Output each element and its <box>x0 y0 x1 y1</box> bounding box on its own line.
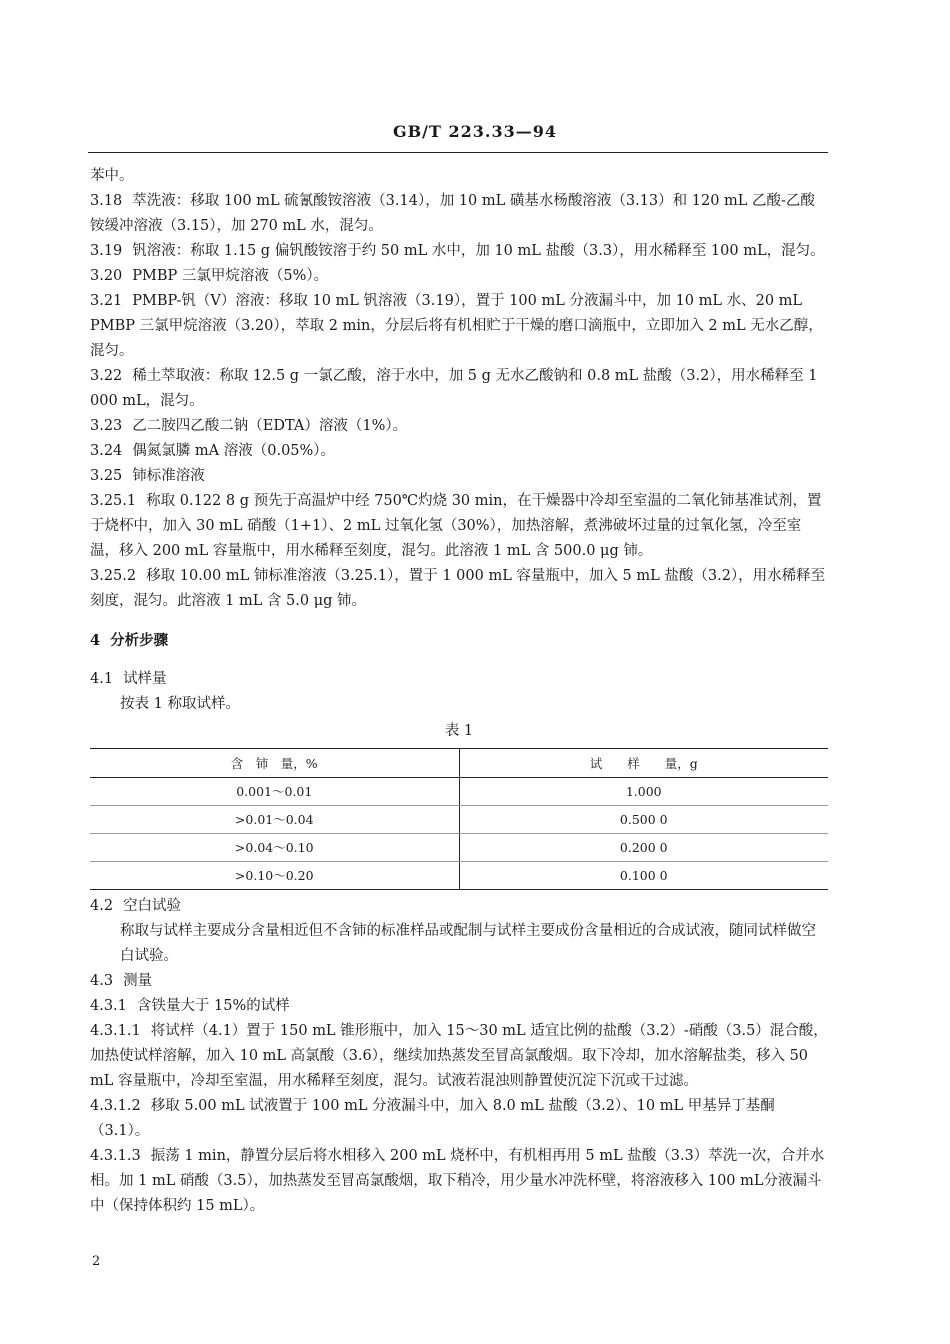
clause-paragraph <box>90 239 828 264</box>
subsection-4-3-heading <box>90 969 828 994</box>
clause-number: 3.18 <box>90 193 123 209</box>
sample-mass-cell: 0.500 0 <box>459 806 828 834</box>
procedure-list <box>90 994 828 1219</box>
clause-text: 萃洗液：移取 100 mL 硫氰酸铵溶液（3.14），加 10 mL 磺基水杨酸溶液（3.13）和 120 mL 乙酸-乙酸铵缓冲溶液（3.15），加 270 mL 水，混匀。 <box>90 193 815 234</box>
clause-number: 4.3.1.1 <box>90 1023 141 1039</box>
clause-paragraph <box>90 264 828 289</box>
subsection-number: 4.3 <box>90 973 114 989</box>
subsection-4-2-heading <box>90 894 828 919</box>
clause-paragraph <box>90 464 828 489</box>
clause-paragraph <box>90 1094 828 1144</box>
sample-mass-cell: 0.100 0 <box>459 862 828 890</box>
clause-text: 称取 0.122 8 g 预先于高温炉中经 750℃灼烧 30 min，在干燥器中冷却至室温的二氧化铈基准试剂，置于烧杯中，加入 30 mL 硝酸（1+1）、2 mL 过氧化氢（30%），加热溶解，煮沸破坏过量的过氧化氢，冷至室温，移入 200 mL 容量瓶中，用水稀释至刻度，混匀。此溶液 1 mL 含 500.0 μg 铈。 <box>90 493 822 559</box>
clause-text: 含铁量大于 15%的试样 <box>136 998 290 1014</box>
clause-paragraph <box>90 564 828 614</box>
table-row <box>90 834 828 862</box>
clause-paragraph <box>90 1144 828 1219</box>
clause-text: 移取 5.00 mL 试液置于 100 mL 分液漏斗中，加入 8.0 mL 盐酸（3.2）、10 mL 甲基异丁基酮（3.1）。 <box>90 1098 775 1139</box>
clause-paragraph <box>90 164 828 189</box>
clause-text: PMBP 三氯甲烷溶液（5%）。 <box>132 268 329 284</box>
section-4-heading <box>90 628 828 653</box>
sample-mass-cell: 1.000 <box>459 778 828 806</box>
subsection-title: 试样量 <box>123 671 167 687</box>
clause-text: 将试样（4.1）置于 150 mL 锥形瓶中，加入 15～30 mL 适宜比例的盐酸（3.2）-硝酸（3.5）混合酸，加热使试样溶解，加入 10 mL 高氯酸（3.6），继续加热蒸发至冒高氯酸烟。取下冷却，加水溶解盐类，移入 50 mL 容量瓶中，冷却至室温，用水稀释至刻度，混匀。试液若混浊则静置使沉淀下沉或干过滤。 <box>90 1023 828 1089</box>
clause-text: 振荡 1 min，静置分层后将水相移入 200 mL 烧杯中，有机相再用 5 mL 盐酸（3.3）萃洗一次，合并水相。加 1 mL 硝酸（3.5），加热蒸发至冒高氯酸烟，取下稍冷，用少量水冲洗杯壁，将溶液移入 100 mL分液漏斗中（保持体积约 15 mL）。 <box>90 1148 825 1214</box>
section-number: 4 <box>90 632 101 649</box>
clause-number: 3.23 <box>90 418 123 434</box>
header-rule <box>88 152 828 153</box>
document-body <box>90 164 828 1219</box>
clause-number: 3.25.1 <box>90 493 137 509</box>
clause-paragraph <box>90 289 828 364</box>
table-row <box>90 778 828 806</box>
standard-code-header: GB/T 223.33—94 <box>392 122 557 141</box>
clause-number: 3.19 <box>90 243 123 259</box>
cerium-content-cell: >0.04～0.10 <box>90 834 459 862</box>
subsection-number: 4.1 <box>90 671 114 687</box>
clause-text: 铈标准溶液 <box>132 468 205 484</box>
subsection-title: 测量 <box>123 973 153 989</box>
reagent-list <box>90 164 828 614</box>
subsection-number: 4.2 <box>90 898 114 914</box>
clause-number: 3.20 <box>90 268 123 284</box>
section-title: 分析步骤 <box>110 632 169 649</box>
clause-number: 3.25.2 <box>90 568 137 584</box>
subsection-4-2-text: 称取与试样主要成分含量相近但不含铈的标准样品或配制与试样主要成份含量相近的合成试液，随同试样做空白试验。 <box>120 923 816 964</box>
clause-text: 移取 10.00 mL 铈标准溶液（3.25.1），置于 1 000 mL 容量瓶中，加入 5 mL 盐酸（3.2），用水稀释至刻度，混匀。此溶液 1 mL 含 5.0 μg 铈。 <box>90 568 826 609</box>
subsection-4-1-text: 按表 1 称取试样。 <box>120 696 240 712</box>
table-caption: 表 1 <box>444 723 474 739</box>
clause-text: 稀土萃取液：称取 12.5 g 一氯乙酸，溶于水中，加 5 g 无水乙酸钠和 0.8 mL 盐酸（3.2），用水稀释至 1 000 mL，混匀。 <box>90 368 818 409</box>
subsection-4-1-heading <box>90 667 828 692</box>
clause-number: 3.24 <box>90 443 123 459</box>
clause-number: 4.3.1.2 <box>90 1098 141 1114</box>
cerium-content-cell: >0.01～0.04 <box>90 806 459 834</box>
page-number: 2 <box>92 1254 101 1269</box>
clause-number: 4.3.1 <box>90 998 127 1014</box>
table-header-cerium-content: 含 铈 量，% <box>90 749 459 778</box>
clause-paragraph <box>90 439 828 464</box>
table-row <box>90 862 828 890</box>
clause-number: 3.25 <box>90 468 123 484</box>
cerium-content-cell: >0.10～0.20 <box>90 862 459 890</box>
sample-mass-cell: 0.200 0 <box>459 834 828 862</box>
clause-paragraph <box>90 414 828 439</box>
clause-paragraph <box>90 364 828 414</box>
clause-text: 苯中。 <box>90 168 134 184</box>
clause-text: 钒溶液：称取 1.15 g 偏钒酸铵溶于约 50 mL 水中，加 10 mL 盐酸（3.3），用水稀释至 100 mL，混匀。 <box>132 243 825 259</box>
clause-text: PMBP-钒（Ⅴ）溶液：移取 10 mL 钒溶液（3.19），置于 100 mL 分液漏斗中，加 10 mL 水、20 mL PMBP 三氯甲烷溶液（3.20），萃取 2 min，分层后将有机相贮于干燥的磨口滴瓶中，立即加入 2 mL 无水乙醇，混匀。 <box>90 293 823 359</box>
clause-text: 偶氮氯膦 mA 溶液（0.05%）。 <box>132 443 336 459</box>
clause-number: 3.21 <box>90 293 123 309</box>
table-header-sample-mass: 试 样 量，g <box>459 749 828 778</box>
table-body <box>90 778 828 890</box>
clause-number: 3.22 <box>90 368 123 384</box>
clause-number: 4.3.1.3 <box>90 1148 141 1164</box>
clause-paragraph <box>90 1019 828 1094</box>
clause-text: 乙二胺四乙酸二钠（EDTA）溶液（1%）。 <box>132 418 408 434</box>
clause-paragraph <box>90 489 828 564</box>
sample-mass-table <box>90 748 828 890</box>
cerium-content-cell: 0.001～0.01 <box>90 778 459 806</box>
clause-paragraph <box>90 994 828 1019</box>
table-row <box>90 806 828 834</box>
subsection-title: 空白试验 <box>123 898 182 914</box>
clause-paragraph <box>90 189 828 239</box>
